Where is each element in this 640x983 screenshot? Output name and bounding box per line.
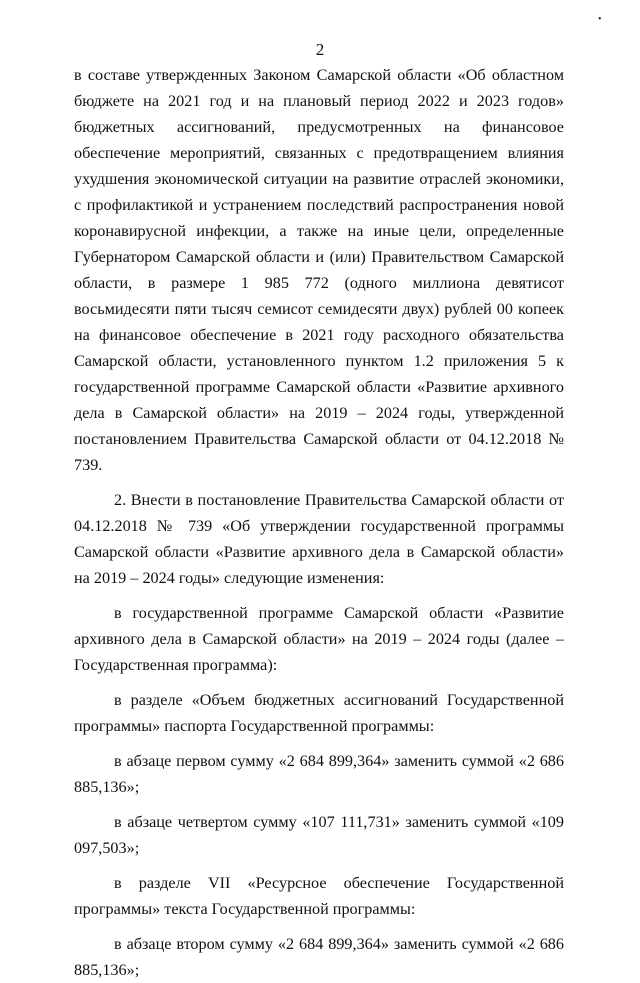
document-body bbox=[74, 62, 564, 983]
paragraph-first-abzac: в абзаце первом сумму «2 684 899,364» заменить суммой «2 686 885,136»; bbox=[74, 752, 564, 796]
scan-mark: • bbox=[598, 14, 602, 25]
paragraph-budget-allocation: в составе утвержденных Законом Самарской области «Об областном бюджете на 2021 год и на плановый период 2022 и 2023 годов» бюджетных ассигнований, предусмотренных на финансовое обеспечение мероприятий, связанных с предотвращением влияния ухудшения экономической ситуации на развитие отраслей экономики, с профилактикой и устранением последствий распространения новой коронавирусной инфекции, а также на иные цели, определенные Губернатором Самарской области и (или) Правительством Самарской области, в размере 1 985 772 (одного миллиона девятисот восьмидесяти пяти тысяч семисот семидесяти двух) рублей 00 копеек на финансовое обеспечение в 2021 году расходного обязательства Самарской области, установленного пунктом 1.2 приложения 5 к государственной программе Самарской области «Развитие архивного дела в Самарской области» на 2019 – 2024 годы, утвержденной постановлением Правительства Самарской области от 04.12.2018 № 739. bbox=[74, 66, 564, 474]
paragraph-program-changes: в государственной программе Самарской области «Развитие архивного дела в Самарской области» на 2019 – 2024 годы (далее – Государственная программа): bbox=[74, 604, 564, 674]
paragraph-item-2: 2. Внести в постановление Правительства Самарской области от 04.12.2018 № 739 «Об утверждении государственной программы Самарской области «Развитие архивного дела в Самарской области» на 2019 – 2024 годы» следующие изменения: bbox=[74, 491, 564, 587]
paragraph-passport-section: в разделе «Объем бюджетных ассигнований Государственной программы» паспорта Государственной программы: bbox=[74, 691, 564, 735]
paragraph-second-abzac: в абзаце втором сумму «2 684 899,364» заменить суммой «2 686 885,136»; bbox=[74, 935, 564, 979]
paragraph-fourth-abzac: в абзаце четвертом сумму «107 111,731» заменить суммой «109 097,503»; bbox=[74, 813, 564, 857]
page-number: 2 bbox=[315, 40, 325, 59]
paragraph-section-vii: в разделе VII «Ресурсное обеспечение Государственной программы» текста Государственной программы: bbox=[74, 874, 564, 918]
